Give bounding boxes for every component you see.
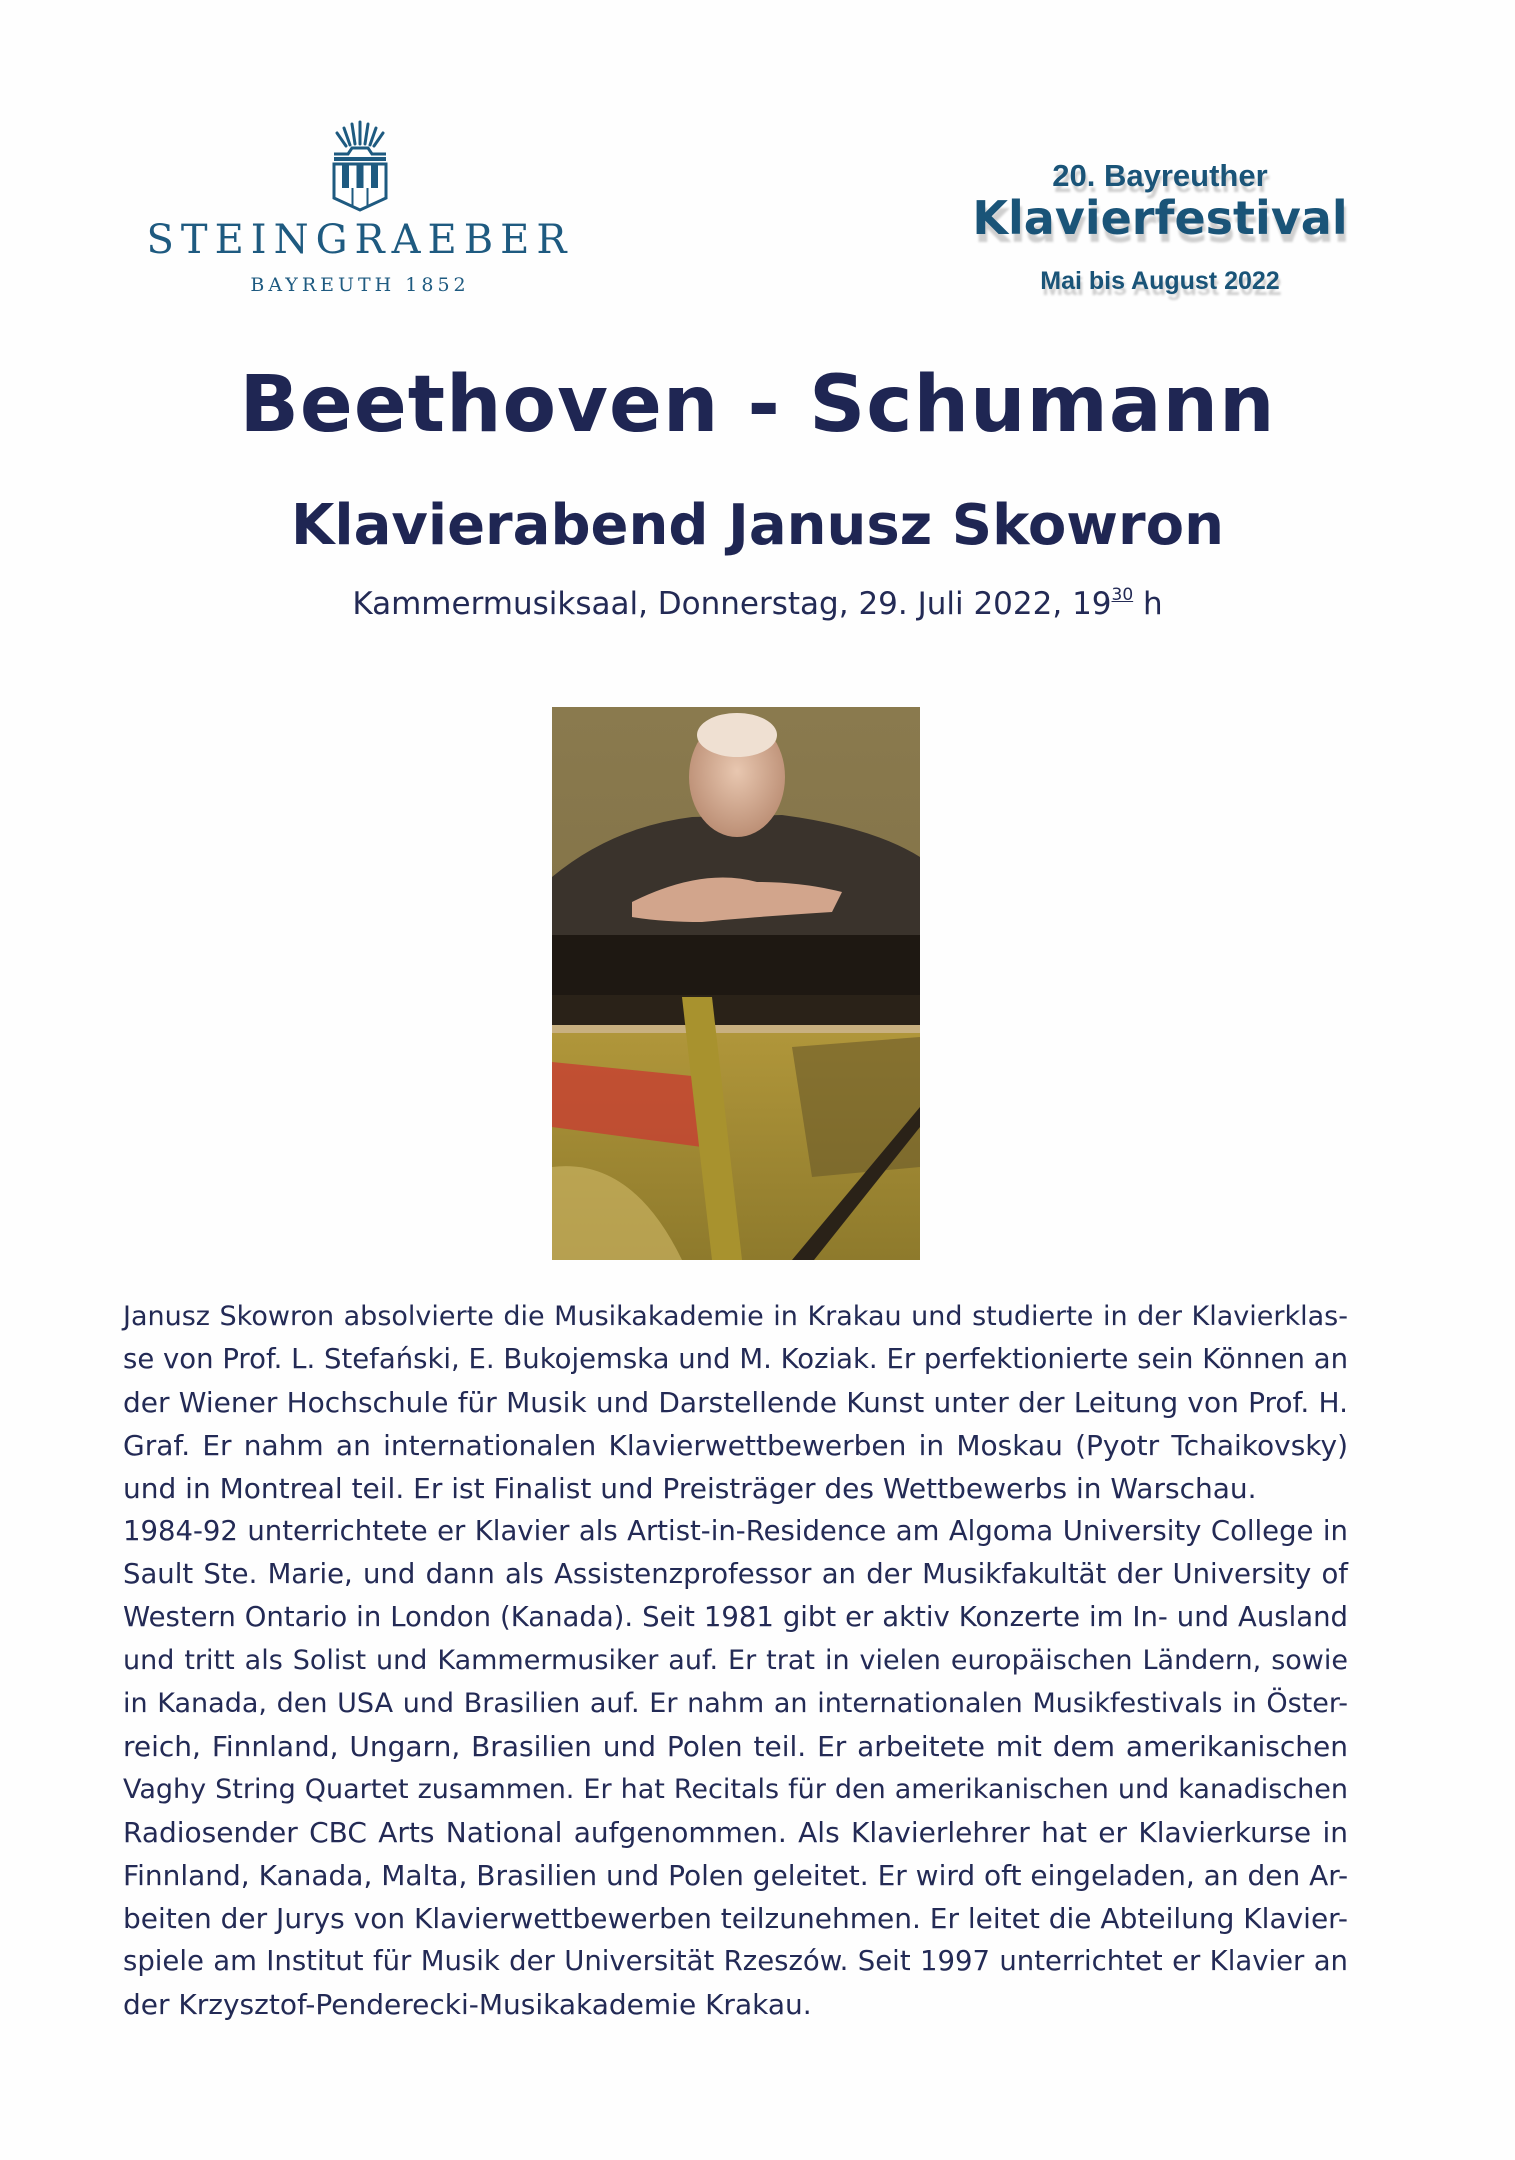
time-minutes: 30: [1111, 585, 1134, 605]
bio-line: der Krzysztof-Penderecki-Musikakademie Krakau.: [123, 1988, 812, 2021]
bio-line: in Kanada, den USA und Brasilien auf. Er nahm an internationalen Musikfestivals in Öster-: [123, 1688, 1348, 1719]
piano-crest-icon: [328, 118, 392, 214]
concert-subtitle: Klavierabend Janusz Skowron: [291, 493, 1224, 558]
time-unit: h: [1133, 586, 1163, 622]
biography-text: [123, 1295, 1348, 2026]
bio-line: spiele am Institut für Musik der Universität Rzeszów. Seit 1997 unterrichtet er Klavier an: [123, 1945, 1348, 1977]
pianist-photo: [552, 707, 920, 1260]
bio-line: der Wiener Hochschule für Musik und Darstellende Kunst unter der Leitung von Prof. H.: [123, 1386, 1348, 1419]
bio-line: Western Ontario in London (Kanada). Seit 1981 gibt er aktiv Konzerte im In- und Ausland: [123, 1601, 1348, 1633]
festival-dates: Mai bis August 2022: [1040, 267, 1280, 295]
festival-name: Klavierfestival: [972, 191, 1348, 245]
bio-line: Vaghy String Quartet zusammen. Er hat Recitals für den amerikanischen und kanadischen: [123, 1774, 1348, 1805]
concert-title: Beethoven - Schumann: [239, 360, 1276, 450]
brand-name: STEINGRAEBER: [146, 217, 574, 263]
bio-line: und in Montreal teil. Er ist Finalist und Preisträger des Wettbewerbs in Warschau.: [123, 1472, 1257, 1505]
festival-edition: 20. Bayreuther: [1052, 158, 1268, 193]
venue-date-time: [0, 585, 1515, 622]
bio-line: reich, Finnland, Ungarn, Brasilien und Polen teil. Er arbeitete mit dem amerikanischen: [123, 1730, 1348, 1763]
bio-line: Finnland, Kanada, Malta, Brasilien und Polen geleitet. Er wird oft eingeladen, an den Ar-: [123, 1859, 1349, 1892]
bio-line: Graf. Er nahm an internationalen Klavierwettbewerben in Moskau (Pyotr Tchaikovsky): [123, 1429, 1348, 1462]
brand-tagline: BAYREUTH 1852: [250, 274, 470, 296]
bio-line: Radiosender CBC Arts National aufgenommen. Als Klavierlehrer hat er Klavierkurse in: [123, 1816, 1348, 1849]
festival-banner: [960, 160, 1360, 294]
venue-text: Kammermusiksaal, Donnerstag, 29. Juli 2022, 19: [352, 586, 1112, 622]
bio-line: beiten der Jurys von Klavierwettbewerben teilzunehmen. Er leitet die Abteilung Klavier-: [123, 1902, 1348, 1935]
steingraeber-logo: [130, 118, 590, 295]
bio-line: 1984-92 unterrichtete er Klavier als Artist-in-Residence am Algoma University College in: [123, 1515, 1348, 1547]
bio-line: Janusz Skowron absolvierte die Musikakademie in Krakau und studierte in der Klavierklas-: [123, 1301, 1348, 1332]
bio-line: Sault Ste. Marie, und dann als Assistenzprofessor an der Musikfakultät der University of: [123, 1558, 1348, 1590]
bio-line: se von Prof. L. Stefański, E. Bukojemska und M. Koziak. Er perfektionierte sein Können an: [123, 1343, 1348, 1375]
pianist-photo-image: [552, 707, 920, 1260]
bio-line: und tritt als Solist und Kammermusiker auf. Er trat in vielen europäischen Ländern, sowie: [123, 1645, 1348, 1676]
